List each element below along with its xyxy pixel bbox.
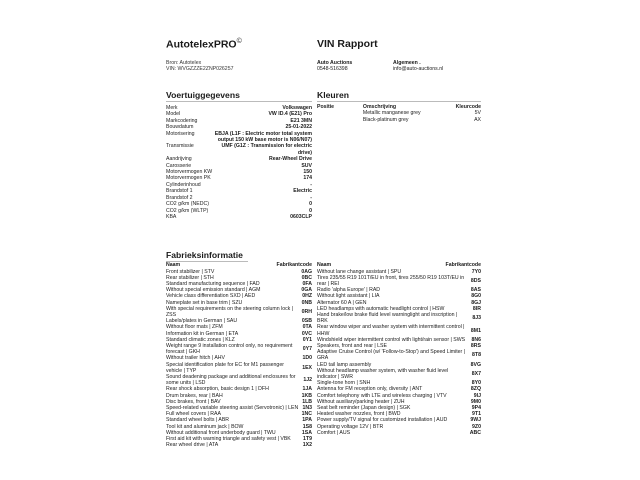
factory-item-code: 1S8 bbox=[302, 423, 312, 430]
factory-item-name: Speed-related variable steering assist (Servotronic) | LEN bbox=[166, 405, 299, 412]
factory-item-code: 9M0 bbox=[470, 398, 481, 405]
factory-item-code: 1X2 bbox=[302, 442, 312, 449]
vehicle-row-label: Transmissie bbox=[166, 143, 194, 150]
copyright-mark: © bbox=[236, 38, 242, 45]
factory-item-name: Without headlamp washer system, with washer fluid level indicator | SWR bbox=[317, 367, 449, 381]
vehicle-section-title: Voertuiggegevens bbox=[166, 90, 312, 102]
factory-item-name: Tool kit and aluminum jack | BOW bbox=[166, 423, 244, 430]
vehicle-row-value: 174 bbox=[303, 175, 312, 182]
factory-item-name: Without auxiliary/parking heater | ZUH bbox=[317, 398, 405, 405]
factory-item-name: Heated washer nozzles, front | BWD bbox=[317, 411, 401, 418]
factory-item bbox=[166, 362, 312, 374]
vin-line: VIN: WVGZZZE2ZNP026257 bbox=[166, 66, 234, 73]
factory-list-left bbox=[166, 262, 312, 448]
factory-item bbox=[317, 430, 481, 436]
factory-list-right bbox=[317, 262, 481, 436]
vehicle-row-value: SUV bbox=[301, 162, 312, 169]
vehicle-details bbox=[166, 105, 312, 220]
vehicle-row-value: Electric bbox=[293, 188, 312, 195]
factory-item-code: 7Y0 bbox=[471, 268, 481, 275]
vehicle-row-label: Motorvermogen KW bbox=[166, 169, 213, 176]
factory-item-name: Speakers, front and rear | LSE bbox=[317, 343, 387, 350]
vehicle-row-label: KBA bbox=[166, 213, 177, 220]
factory-item-name: Single-tone horn | SNH bbox=[317, 380, 371, 387]
vehicle-row bbox=[166, 214, 312, 220]
factory-col-code: Fabrikantcode bbox=[276, 262, 312, 268]
factory-item-code: 0GA bbox=[301, 287, 312, 294]
factory-item-name: Without trailer hitch | AHV bbox=[166, 355, 226, 362]
colors-col-position: Positie bbox=[317, 104, 335, 110]
factory-item-code: 8Y0 bbox=[471, 380, 481, 387]
factory-item-name: Tires 235/55 R19 101T/EU in front, tires 255/50 R19 103T/EU in rear | REI bbox=[317, 274, 465, 287]
factory-item-code: 8T8 bbox=[472, 352, 481, 359]
factory-item-code: 8J3 bbox=[472, 315, 481, 322]
factory-item-code: 0Y7 bbox=[302, 346, 312, 353]
vehicle-row-value: UMF (G1Z : Transmission for electric drive) bbox=[221, 143, 312, 156]
factory-item-code: 1KB bbox=[301, 392, 312, 399]
factory-item-name: Antenna for FM reception only, diversity | ANT bbox=[317, 386, 423, 393]
vehicle-row-label: Aandrijving bbox=[166, 156, 192, 163]
factory-item-code: 9IJ bbox=[473, 392, 481, 399]
factory-item-name: Standard manufacturing sequence | FAD bbox=[166, 281, 260, 287]
factory-item-code: 0VC bbox=[301, 330, 312, 337]
vehicle-row-value: E21 3MN bbox=[290, 117, 312, 124]
factory-item-code: 8VG bbox=[470, 361, 481, 368]
vehicle-row-value: - bbox=[310, 181, 312, 188]
color-row bbox=[317, 117, 481, 123]
factory-item-name: Without lane change assistant | SPU bbox=[317, 268, 402, 275]
agency-name: Auto Auctions bbox=[317, 60, 353, 66]
brand-title bbox=[166, 38, 242, 51]
factory-item-name: Labels/plates in German | SAU bbox=[166, 318, 238, 325]
vehicle-row-label: Cylinderinhoud bbox=[166, 181, 201, 188]
brand-title-text: AutotelexPRO bbox=[166, 38, 237, 51]
vehicle-row-value: 0 bbox=[309, 207, 312, 214]
factory-item-code: 8G0 bbox=[471, 293, 481, 300]
source-line: Bron: Autotelex bbox=[166, 60, 202, 66]
factory-item-name: Alternator 60 A | GEN bbox=[317, 299, 367, 306]
factory-item-code: 1T9 bbox=[303, 436, 312, 443]
factory-item-code: 1N3 bbox=[302, 405, 312, 412]
factory-item-name: Without additional front underbody guard | TWU bbox=[166, 429, 276, 436]
vehicle-row-label: CO2 g/km (WLTP) bbox=[166, 207, 209, 214]
factory-item-name: Vehicle class differentiation SXD | AED bbox=[166, 293, 256, 300]
vehicle-row-value: Rear-Wheel Drive bbox=[269, 156, 312, 163]
factory-item bbox=[166, 442, 312, 448]
vehicle-row-label: CO2 g/km (NEDC) bbox=[166, 201, 209, 208]
factory-item-name: Operating voltage 12V | BTR bbox=[317, 423, 384, 430]
factory-item-code: 0FA bbox=[302, 281, 312, 287]
color-code: 5V bbox=[474, 110, 481, 117]
factory-item-code: 8N6 bbox=[471, 336, 481, 343]
vehicle-row-value: Volkswagen bbox=[282, 105, 312, 111]
factory-item bbox=[166, 343, 312, 355]
factory-item-name: Without floor mats | ZFM bbox=[166, 324, 223, 331]
factory-section-title: Fabrieksinformatie bbox=[166, 250, 248, 262]
factory-item-code: 0BC bbox=[301, 274, 312, 281]
factory-item-code: 0Y1 bbox=[302, 336, 312, 343]
report-title: VIN Rapport bbox=[317, 38, 378, 50]
factory-col-name: Naam bbox=[166, 262, 181, 268]
factory-item-code: 9P4 bbox=[471, 405, 481, 412]
factory-item-code: 8IR bbox=[472, 305, 481, 312]
general-block bbox=[393, 60, 443, 73]
factory-item-code: 1D0 bbox=[302, 355, 312, 362]
factory-item-name: Nameplate set in base trim | SZU bbox=[166, 299, 243, 306]
factory-item-code: 0NB bbox=[301, 299, 312, 306]
vehicle-row-label: Markcodering bbox=[166, 117, 198, 124]
factory-item-code: 0SB bbox=[301, 318, 312, 325]
factory-item-name: Disc brakes, front | BAV bbox=[166, 398, 221, 405]
color-code: AX bbox=[474, 116, 481, 123]
factory-item-code: 1JA bbox=[302, 386, 312, 393]
factory-item-code: 8DS bbox=[470, 277, 481, 284]
factory-item-name: Comfort | AUS bbox=[317, 429, 351, 436]
factory-item-name: With special requirements on the steering column lock | ZSS bbox=[166, 305, 294, 319]
factory-item-code: 9T1 bbox=[472, 411, 481, 418]
factory-item bbox=[166, 374, 312, 386]
factory-item-code: 1SA bbox=[301, 429, 312, 436]
factory-item-name: Sound deadening package and additional enclosures for some units | LSD bbox=[166, 374, 296, 387]
factory-item bbox=[166, 306, 312, 318]
factory-item-code: 9Z0 bbox=[472, 423, 481, 430]
factory-item bbox=[317, 312, 481, 324]
vehicle-row-value: 0 bbox=[309, 201, 312, 208]
factory-item-code: 8RS bbox=[470, 343, 481, 350]
factory-item-name: Seat belt reminder (Japan design) | SGK bbox=[317, 405, 411, 412]
factory-item bbox=[317, 324, 481, 336]
factory-item-name: Rear stabilizer | STH bbox=[166, 274, 214, 281]
colors-section-title: Kleuren bbox=[317, 90, 481, 102]
factory-header-left bbox=[166, 262, 312, 269]
factory-item-code: 0HZ bbox=[302, 293, 312, 300]
general-label: Algemeen . bbox=[393, 60, 421, 66]
vehicle-row-label: Motorisering bbox=[166, 130, 195, 137]
factory-item-code: 8M1 bbox=[470, 327, 481, 334]
source-block bbox=[166, 60, 233, 73]
factory-item-name: Rear wheel drive | ATA bbox=[166, 442, 219, 449]
factory-item-name: Rear shock absorption, basic design 1 | DFH bbox=[166, 386, 269, 393]
vehicle-row-value: 150 bbox=[303, 169, 312, 176]
factory-item-name: Hand brake/low brake fluid level warninglight and inscription | BRK bbox=[317, 312, 458, 325]
color-position bbox=[317, 117, 363, 123]
factory-item-name: Without special emission standard | AGM bbox=[166, 287, 261, 294]
color-description: Metallic manganese grey bbox=[362, 110, 421, 117]
factory-col-name: Naam bbox=[317, 262, 332, 268]
factory-item-name: Special identification plate for EC for M1 passenger vehicle | TYP bbox=[166, 361, 284, 374]
colors-table bbox=[317, 104, 481, 123]
factory-item-name: First aid kit with warning triangle and safety vest | VBK bbox=[166, 436, 291, 443]
agency-phone: 0548-516398 bbox=[317, 66, 348, 73]
factory-item bbox=[317, 368, 481, 380]
factory-item-name: Windshield wiper intermittent control with light/rain sensor | SWS bbox=[317, 336, 466, 343]
factory-item-code: 1LB bbox=[302, 398, 312, 405]
factory-item-name: Adaptive Cruise Control (w/ 'Follow-to-Stop') and Speed Limiter | GRA bbox=[317, 349, 466, 362]
factory-header-right bbox=[317, 262, 481, 269]
factory-item-name: LED headlamps with automatic headlight control | HSW bbox=[317, 305, 445, 312]
vehicle-row-label: Motorvermogen PK bbox=[166, 175, 211, 182]
color-description: Black-platinum grey bbox=[362, 116, 409, 123]
factory-item-code: 1PA bbox=[302, 417, 312, 424]
factory-item-name: Rear window wiper and washer system with intermittent control | HHW bbox=[317, 324, 465, 337]
colors-col-description: Omschrijving bbox=[362, 104, 397, 110]
vehicle-row-value: VW ID.4 (E21) Pro bbox=[268, 111, 312, 118]
colors-col-code: Kleurcode bbox=[455, 104, 481, 110]
factory-item-code: 0RH bbox=[301, 308, 312, 315]
vehicle-row-value: 0603CLP bbox=[290, 213, 312, 220]
factory-item-code: 8ZQ bbox=[470, 386, 481, 393]
factory-item-name: Information kit in German | ETA bbox=[166, 330, 239, 337]
general-email[interactable]: info@auto-auctions.nl bbox=[393, 66, 444, 73]
factory-item-code: 1NC bbox=[301, 411, 312, 418]
factory-item-name: Weight range 9 installation control only, no requirement forecast | GKH bbox=[166, 343, 293, 356]
factory-item-name: Drum brakes, rear | BAH bbox=[166, 392, 223, 399]
factory-item-name: Standard climatic zones | KLZ bbox=[166, 336, 235, 343]
factory-item-code: ABC bbox=[469, 429, 481, 436]
factory-item-code: 9WJ bbox=[470, 417, 481, 424]
vehicle-row bbox=[166, 131, 312, 144]
vehicle-row-value: 25-01-2022 bbox=[285, 124, 312, 131]
factory-item bbox=[317, 349, 481, 361]
vehicle-row-value: EBJA (L1F : Electric motor total system output 150 kW base motor is N06/N07) bbox=[214, 130, 312, 144]
vehicle-row-label: Brandstof 2 bbox=[166, 194, 193, 201]
factory-item-code: 0AG bbox=[301, 268, 312, 275]
vehicle-row-label: Brandstof 1 bbox=[166, 188, 193, 195]
factory-item-name: Front stabilizer | STV bbox=[166, 268, 215, 275]
vehicle-row-label: Merk bbox=[166, 105, 178, 111]
factory-item-name: Full wheel covers | RAA bbox=[166, 411, 221, 418]
factory-item-code: 8AS bbox=[470, 287, 481, 294]
factory-item-name: Comfort telephony with LTE and wireless charging | VTV bbox=[317, 392, 447, 399]
vehicle-row-label: Model bbox=[166, 111, 181, 118]
vehicle-row-label: Carosserie bbox=[166, 162, 192, 169]
factory-item-code: 1EX bbox=[302, 364, 312, 371]
vehicle-row-label: Bouwdatum bbox=[166, 124, 194, 131]
factory-item-name: Power supply/TV signal for customized installation | AUD bbox=[317, 417, 448, 424]
vehicle-row bbox=[166, 143, 312, 156]
factory-item bbox=[317, 275, 481, 287]
factory-item-name: Standard wheel bolts | ABR bbox=[166, 417, 230, 424]
factory-item-name: Without light assistant | LIA bbox=[317, 293, 380, 300]
factory-item-name: Radio 'alpha Europe' | RAD bbox=[317, 287, 381, 294]
factory-item-code: 0TA bbox=[302, 324, 312, 331]
factory-item-code: 1J2 bbox=[303, 377, 312, 384]
factory-col-code: Fabrikantcode bbox=[445, 262, 481, 268]
factory-item-name: LED tail lamp assembly bbox=[317, 361, 372, 368]
factory-item-code: 8GJ bbox=[471, 299, 481, 306]
factory-item-code: 8X7 bbox=[471, 370, 481, 377]
agency-block bbox=[317, 60, 352, 73]
vehicle-row-value: - bbox=[310, 194, 312, 201]
report-page bbox=[118, 0, 520, 480]
